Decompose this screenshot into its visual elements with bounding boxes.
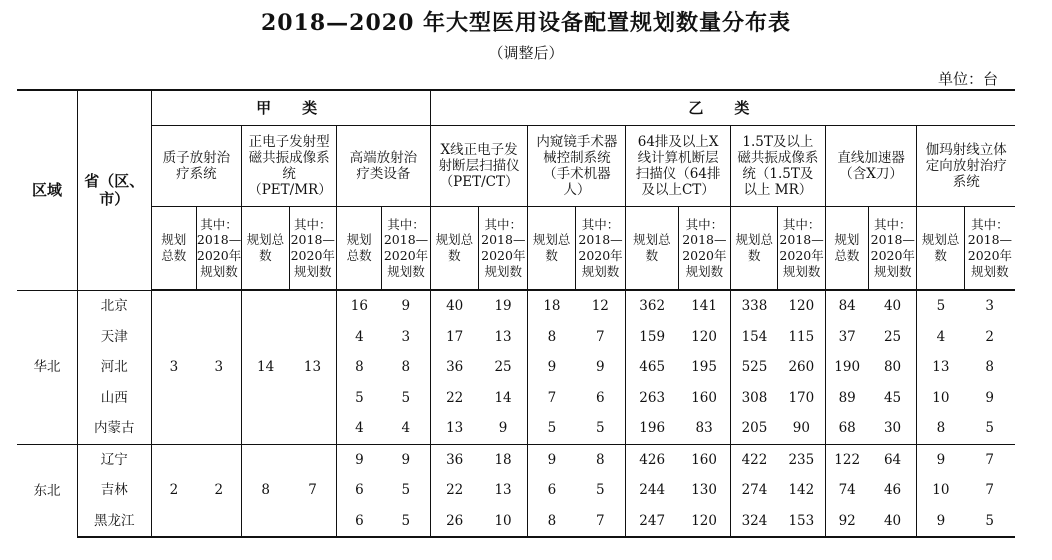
planned-total-header: 规划总数 (825, 207, 868, 291)
value-cell: 13 (479, 322, 528, 353)
value-cell: 25 (869, 322, 917, 353)
planned-total-header: 规划总数 (917, 207, 964, 291)
province-cell: 内蒙古 (77, 413, 151, 444)
value-cell: 18 (543, 298, 561, 315)
region-cell: 华北 (17, 290, 77, 444)
value-cell: 64 (869, 444, 917, 475)
value-cell: 9 (479, 413, 528, 444)
value-cell: 36 (430, 444, 478, 475)
value-cell: 83 (678, 413, 730, 444)
value-cell: 13 (932, 359, 950, 376)
period-planned-header: 其中：2018—2020年规划数 (196, 207, 241, 291)
value-cell: 26 (430, 506, 478, 538)
value-cell: 4 (382, 413, 430, 444)
value-cell: 160 (678, 444, 730, 475)
value-cell: 141 (678, 290, 730, 322)
value-cell: 5 (964, 506, 1015, 538)
value-cell: 8 (985, 359, 994, 376)
value-cell: 12 (575, 290, 625, 322)
value-cell: 244 (639, 482, 666, 499)
value-cell: 9 (382, 290, 430, 322)
value-cell: 6 (336, 506, 381, 538)
value-cell: 13 (479, 475, 528, 506)
table-row (17, 290, 1015, 322)
value-cell: 142 (778, 475, 825, 506)
value-cell: 16 (350, 298, 368, 315)
value-cell: 4 (936, 328, 946, 345)
value-cell: 10 (479, 506, 528, 538)
value-cell: 46 (869, 475, 917, 506)
value-cell: 22 (446, 482, 464, 499)
value-cell: 195 (678, 352, 730, 383)
period-planned-header: 其中：2018—2020年规划数 (382, 207, 430, 291)
value-cell: 68 (838, 420, 856, 437)
value-cell: 8 (528, 506, 575, 538)
value-cell: 14 (479, 383, 528, 414)
value-cell: 130 (678, 475, 730, 506)
period-planned-header: 其中：2018—2020年规划数 (964, 207, 1015, 291)
value-cell: 18 (479, 444, 528, 475)
value-cell: 120 (778, 290, 825, 322)
province-cell: 吉林 (77, 475, 151, 506)
merged-value-cell: 2 (151, 444, 196, 537)
value-cell: 120 (678, 506, 730, 538)
value-cell: 3 (382, 322, 430, 353)
period-planned-header: 其中：2018—2020年规划数 (778, 207, 825, 291)
value-cell: 8 (936, 420, 946, 437)
equipment-header: 正电子发射型磁共振成像系统（PET/MR） (242, 126, 337, 207)
planned-total-header: 规划总数 (430, 207, 478, 291)
merged-value-cell: 14 (242, 290, 289, 444)
value-cell: 153 (778, 506, 825, 538)
region-header: 区域 (17, 90, 77, 290)
page-subtitle: （调整后） (488, 44, 564, 62)
value-cell: 324 (731, 506, 778, 538)
value-cell: 22 (446, 389, 464, 406)
value-cell: 263 (639, 389, 666, 406)
merged-value-cell: 3 (151, 290, 196, 444)
value-cell: 5 (575, 475, 625, 506)
period-planned-header: 其中：2018—2020年规划数 (869, 207, 917, 291)
value-cell: 9 (336, 444, 381, 475)
value-cell: 9 (917, 444, 964, 475)
value-cell: 45 (869, 383, 917, 414)
value-cell: 362 (639, 298, 666, 315)
table-row (17, 444, 1015, 475)
value-cell: 7 (575, 506, 625, 538)
unit-label: 单位：台 (937, 70, 998, 88)
planned-total-header: 规划总数 (528, 207, 575, 291)
value-cell: 120 (678, 322, 730, 353)
value-cell: 7 (964, 444, 1015, 475)
planned-total-header: 规划总数 (731, 207, 778, 291)
value-cell: 9 (917, 506, 964, 538)
period-planned-header: 其中：2018—2020年规划数 (479, 207, 528, 291)
value-cell: 465 (639, 359, 666, 376)
value-cell: 10 (932, 389, 950, 406)
value-cell: 9 (575, 352, 625, 383)
value-cell: 7 (985, 482, 994, 499)
merged-value-cell: 7 (289, 444, 336, 537)
value-cell: 6 (547, 482, 557, 499)
value-cell: 25 (479, 352, 528, 383)
merged-value-cell: 3 (196, 290, 241, 444)
province-cell: 山西 (77, 383, 151, 414)
value-cell: 7 (575, 322, 625, 353)
value-cell: 8 (575, 444, 625, 475)
value-cell: 9 (382, 444, 430, 475)
equipment-header: 1.5T及以上磁共振成像系统（1.5T及以上 MR） (731, 126, 826, 207)
province-cell: 河北 (77, 352, 151, 383)
value-cell: 160 (678, 383, 730, 414)
value-cell: 9 (528, 444, 575, 475)
value-cell: 115 (778, 322, 825, 353)
value-cell: 5 (985, 420, 994, 437)
equipment-header: 伽玛射线立体定向放射治疗系统 (917, 126, 1015, 207)
value-cell: 8 (547, 328, 557, 345)
equipment-header: X线正电子发射断层扫描仪（PET/CT） (430, 126, 528, 207)
merged-value-cell: 2 (196, 444, 241, 537)
region-cell: 东北 (17, 444, 77, 537)
value-cell: 37 (838, 328, 856, 345)
value-cell: 159 (639, 328, 666, 345)
value-cell: 30 (869, 413, 917, 444)
value-cell: 3 (985, 298, 994, 315)
value-cell: 17 (446, 328, 464, 345)
value-cell: 2 (985, 328, 994, 345)
merged-value-cell: 8 (242, 444, 289, 537)
value-cell: 274 (741, 482, 768, 499)
value-cell: 8 (355, 359, 364, 376)
value-cell: 196 (639, 420, 666, 437)
planned-total-header: 规划总数 (336, 207, 381, 291)
value-cell: 260 (778, 352, 825, 383)
value-cell: 338 (741, 298, 768, 315)
equipment-distribution-table (17, 89, 1015, 538)
value-cell: 40 (446, 298, 464, 315)
value-cell: 525 (741, 359, 768, 376)
value-cell: 40 (869, 506, 917, 538)
value-cell: 9 (547, 359, 557, 376)
value-cell: 170 (778, 383, 825, 414)
value-cell: 80 (869, 352, 917, 383)
period-planned-header: 其中：2018—2020年规划数 (678, 207, 730, 291)
value-cell: 19 (479, 290, 528, 322)
value-cell: 4 (355, 420, 364, 437)
class-b-header: 乙 类 (430, 90, 1015, 126)
value-cell: 84 (838, 298, 856, 315)
value-cell: 5 (575, 413, 625, 444)
value-cell: 40 (869, 290, 917, 322)
period-planned-header: 其中：2018—2020年规划数 (575, 207, 625, 291)
equipment-header: 高端放射治疗类设备 (336, 126, 430, 207)
value-cell: 4 (355, 328, 364, 345)
page-title: 2018—2020 年大型医用设备配置规划数量分布表 (260, 10, 792, 36)
value-cell: 5 (382, 506, 430, 538)
value-cell: 74 (838, 482, 856, 499)
value-cell: 235 (778, 444, 825, 475)
period-planned-header: 其中：2018—2020年规划数 (289, 207, 336, 291)
province-cell: 辽宁 (77, 444, 151, 475)
province-header: 省（区、市） (77, 90, 151, 290)
province-cell: 黑龙江 (77, 506, 151, 538)
value-cell: 422 (731, 444, 778, 475)
value-cell: 426 (626, 444, 678, 475)
value-cell: 13 (446, 420, 464, 437)
equipment-header: 直线加速器（含X刀） (825, 126, 917, 207)
value-cell: 8 (382, 352, 430, 383)
value-cell: 247 (626, 506, 678, 538)
value-cell: 36 (446, 359, 464, 376)
value-cell: 92 (825, 506, 868, 538)
equipment-header: 内窥镜手术器械控制系统（手术机器人） (528, 126, 626, 207)
value-cell: 5 (382, 383, 430, 414)
province-cell: 天津 (77, 322, 151, 353)
value-cell: 190 (834, 359, 861, 376)
value-cell: 6 (355, 482, 364, 499)
value-cell: 154 (741, 328, 768, 345)
value-cell: 7 (547, 389, 557, 406)
province-cell: 北京 (77, 290, 151, 322)
value-cell: 308 (741, 389, 768, 406)
value-cell: 6 (575, 383, 625, 414)
value-cell: 205 (741, 420, 768, 437)
class-a-header: 甲 类 (151, 90, 430, 126)
value-cell: 5 (547, 420, 557, 437)
value-cell: 10 (932, 482, 950, 499)
equipment-header: 64排及以上X线计算机断层扫描仪（64排及以上CT） (626, 126, 731, 207)
value-cell: 122 (825, 444, 868, 475)
value-cell: 9 (985, 389, 994, 406)
value-cell: 5 (936, 298, 946, 315)
merged-value-cell: 13 (289, 290, 336, 444)
planned-total-header: 规划总数 (242, 207, 289, 291)
value-cell: 89 (838, 389, 856, 406)
value-cell: 5 (382, 475, 430, 506)
value-cell: 90 (778, 413, 825, 444)
planned-total-header: 规划总数 (151, 207, 196, 291)
equipment-header: 质子放射治疗系统 (151, 126, 242, 207)
planned-total-header: 规划总数 (626, 207, 678, 291)
value-cell: 5 (355, 389, 364, 406)
